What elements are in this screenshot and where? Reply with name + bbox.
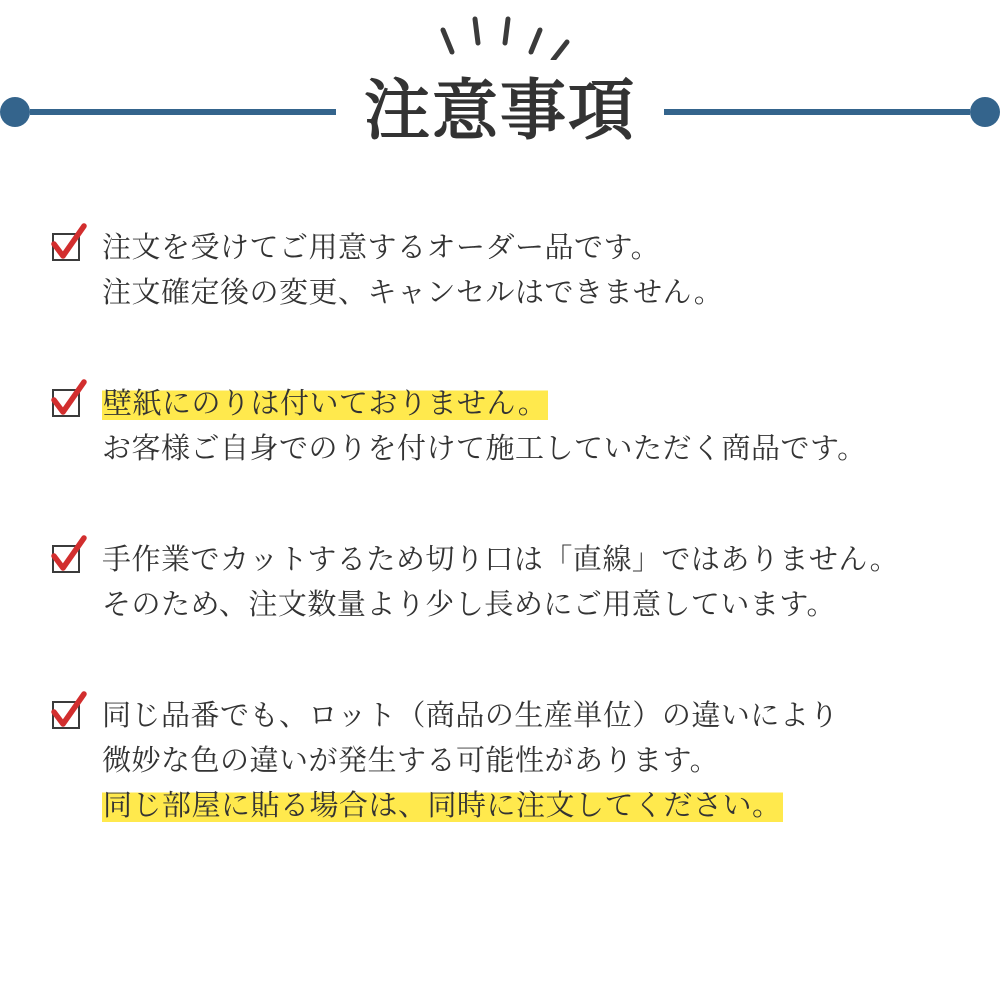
rule-line-left (30, 109, 336, 115)
list-item (50, 694, 944, 829)
note-line: そのため、注文数量より少し長めにご用意しています。 (102, 588, 837, 621)
highlighted-text: 壁紙にのりは付いておりません。 (103, 387, 548, 420)
list-item-text (102, 694, 944, 829)
note-line: 手作業でカットするため切り口は「直線」ではありません。 (102, 543, 900, 576)
checkbox-checked-icon (50, 230, 84, 264)
note-line (102, 382, 944, 427)
checkbox-checked-icon (50, 542, 84, 576)
page-title: 注意事項 (364, 73, 636, 147)
note-line: 注文を受けてご用意するオーダー品です。 (102, 232, 661, 264)
note-line: お客様ご自身でのりを付けて施工していただく商品です。 (102, 432, 867, 465)
rule-dot-right (970, 97, 1000, 127)
page-header (0, 0, 1000, 190)
list-item-text (102, 382, 944, 472)
note-line: 注文確定後の変更、キャンセルはできません。 (102, 276, 724, 309)
rule-left (0, 97, 336, 127)
title-row (0, 62, 1000, 162)
list-item (50, 226, 944, 316)
checkbox-checked-icon (50, 698, 84, 732)
highlighted-text: 同じ部屋に貼る場合は、同時に注文してください。 (103, 789, 782, 822)
note-line: 同じ品番でも、ロット（商品の生産単位）の違いにより (102, 699, 839, 732)
checkbox-checked-icon (50, 386, 84, 420)
list-item (50, 538, 944, 628)
sparkle-burst-icon (0, 14, 1000, 60)
list-item-text (102, 538, 944, 628)
rule-line-right (664, 109, 970, 115)
note-line (102, 784, 944, 829)
rule-dot-left (0, 97, 30, 127)
rule-right (664, 97, 1000, 127)
notes-list (0, 226, 1000, 828)
list-item-text (102, 226, 944, 316)
note-line: 微妙な色の違いが発生する可能性があります。 (102, 744, 720, 777)
list-item (50, 382, 944, 472)
